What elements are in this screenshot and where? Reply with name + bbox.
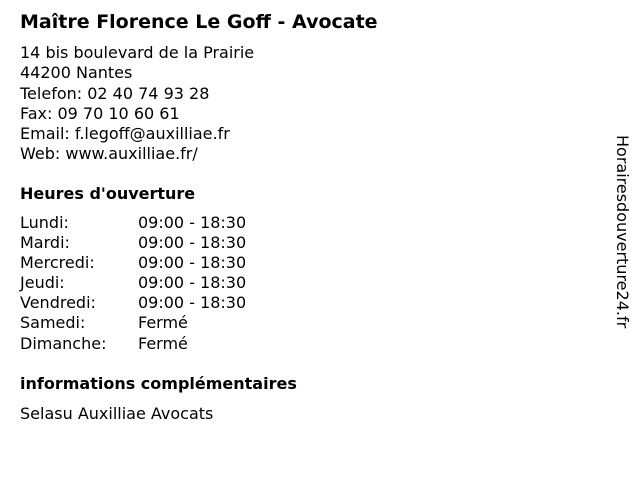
hours-row [20,213,246,233]
hours-time: Fermé [138,333,188,353]
hours-time: 09:00 - 18:30 [138,293,247,313]
hours-row [20,293,246,313]
page-title: Maître Florence Le Goff - Avocate [20,11,378,33]
hours-day: Samedi: [20,313,86,333]
phone-number: Telefon: 02 40 74 93 28 [20,83,210,103]
hours-time: 09:00 - 18:30 [138,213,247,232]
website-address: Web: www.auxilliae.fr/ [20,144,198,164]
hours-time: 09:00 - 18:30 [138,273,247,293]
hours-day: Lundi: [20,213,69,232]
hours-day: Mardi: [20,233,70,253]
address-street: 14 bis boulevard de la Prairie [20,43,255,62]
hours-row [20,313,246,333]
hours-heading: Heures d'ouverture [20,184,196,203]
email-address: Email: f.legoff@auxilliae.fr [20,124,230,144]
info-heading: informations complémentaires [20,374,297,393]
hours-time: Fermé [138,313,188,333]
hours-day: Mercredi: [20,253,95,273]
site-watermark: Horairesdouverture24.fr [613,135,632,329]
info-text: Selasu Auxilliae Avocats [20,404,214,423]
hours-day: Dimanche: [20,333,107,353]
hours-row [20,233,246,253]
fax-number: Fax: 09 70 10 60 61 [20,103,180,123]
hours-row [20,334,246,354]
opening-hours-table [20,213,246,354]
hours-day: Vendredi: [20,293,96,313]
hours-row [20,253,246,273]
hours-time: 09:00 - 18:30 [138,233,247,253]
hours-row [20,273,246,293]
hours-day: Jeudi: [20,273,65,293]
contact-block [20,43,254,165]
hours-time: 09:00 - 18:30 [138,253,247,273]
address-city: 44200 Nantes [20,63,133,83]
